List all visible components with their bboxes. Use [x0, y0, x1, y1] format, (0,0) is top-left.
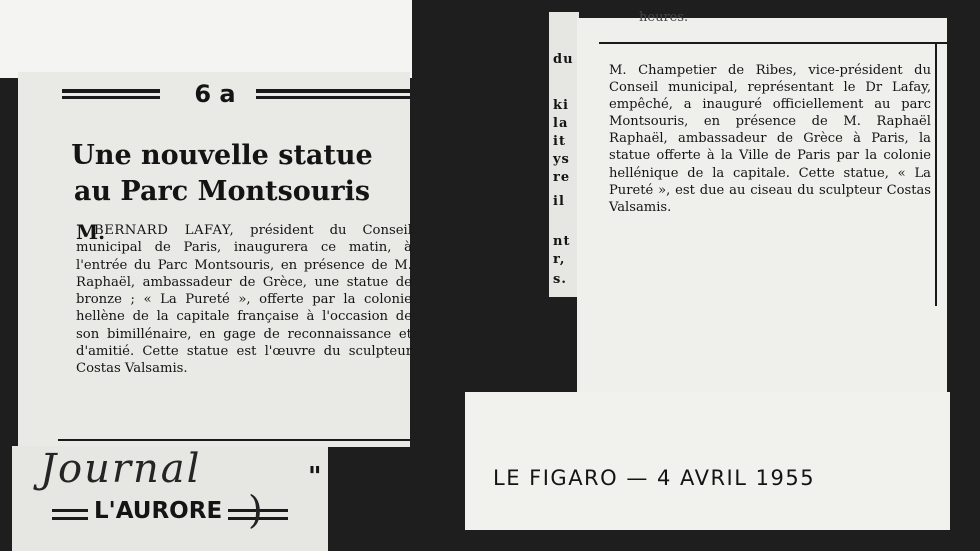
- article-text: président du Conseil municipal de Paris, inaugurera ce matin, à l'entrée du Parc Montsouris, en présence de M. Raphaël, ambassadeur de Grèce, une statue de bronze ; « La Pureté », offerte par la colonie hellène de la capitale française à l'occasion de son bimillénaire, en gage de reconnaissance et d'amitié. Cette statue est l'œuvre du sculpteur Costas Valsamis.: [76, 223, 412, 377]
- aurore-clipping: [18, 72, 410, 447]
- lead-name: BERNARD LAFAY,: [94, 223, 235, 238]
- source-label: [465, 392, 950, 530]
- column-side-rule: [935, 44, 937, 306]
- text-fragments-strip: [549, 12, 579, 297]
- fragment: du: [553, 52, 574, 67]
- fragment: il: [553, 194, 565, 209]
- article-headline: [52, 138, 392, 210]
- drop-initial: M.: [76, 220, 106, 244]
- handwritten-journal: Journal: [40, 446, 202, 492]
- header-rule-right: [256, 89, 410, 93]
- quote-mark: ": [308, 462, 322, 492]
- fragment: r,: [553, 252, 566, 267]
- column-top-rule: [599, 42, 947, 44]
- header-rule-left: [62, 89, 160, 93]
- newspaper-masthead: L'AURORE: [88, 498, 228, 524]
- fragment: it: [553, 134, 566, 149]
- cut-off-top-text: heures.: [639, 10, 689, 25]
- headline-line-2: au Parc Montsouris: [73, 176, 371, 207]
- footer-rule: [58, 439, 410, 441]
- fragment: la: [553, 116, 569, 131]
- fragment: nt: [553, 234, 571, 249]
- page-number: 6 a: [194, 80, 236, 108]
- headline-line-1: Une nouvelle statue: [71, 140, 373, 171]
- source-citation: LE FIGARO — 4 AVRIL 1955: [493, 466, 816, 490]
- fragment: ys: [553, 152, 570, 167]
- fragment: re: [553, 170, 571, 185]
- figaro-article-body: M. Champetier de Ribes, vice-président du Conseil municipal, représentant le Dr Lafay, empêché, a inauguré officiellement au parc Montsouris, en présence de M. Raphaël Raphaël, ambassadeur de Grèce à Paris, la statue offerte à la Ville de Paris par la colonie hellénique de la capitale. Cette statue, « La Pureté », est due au ciseau du sculpteur Costas Valsamis.: [609, 63, 931, 215]
- article-body: [76, 222, 412, 378]
- fragment: s.: [553, 272, 567, 287]
- top-blank-strip: [0, 0, 412, 78]
- bracket-mark-icon: ): [248, 488, 263, 532]
- journal-label: [12, 446, 328, 551]
- fragment: ki: [553, 98, 569, 113]
- figaro-clipping: [577, 10, 947, 410]
